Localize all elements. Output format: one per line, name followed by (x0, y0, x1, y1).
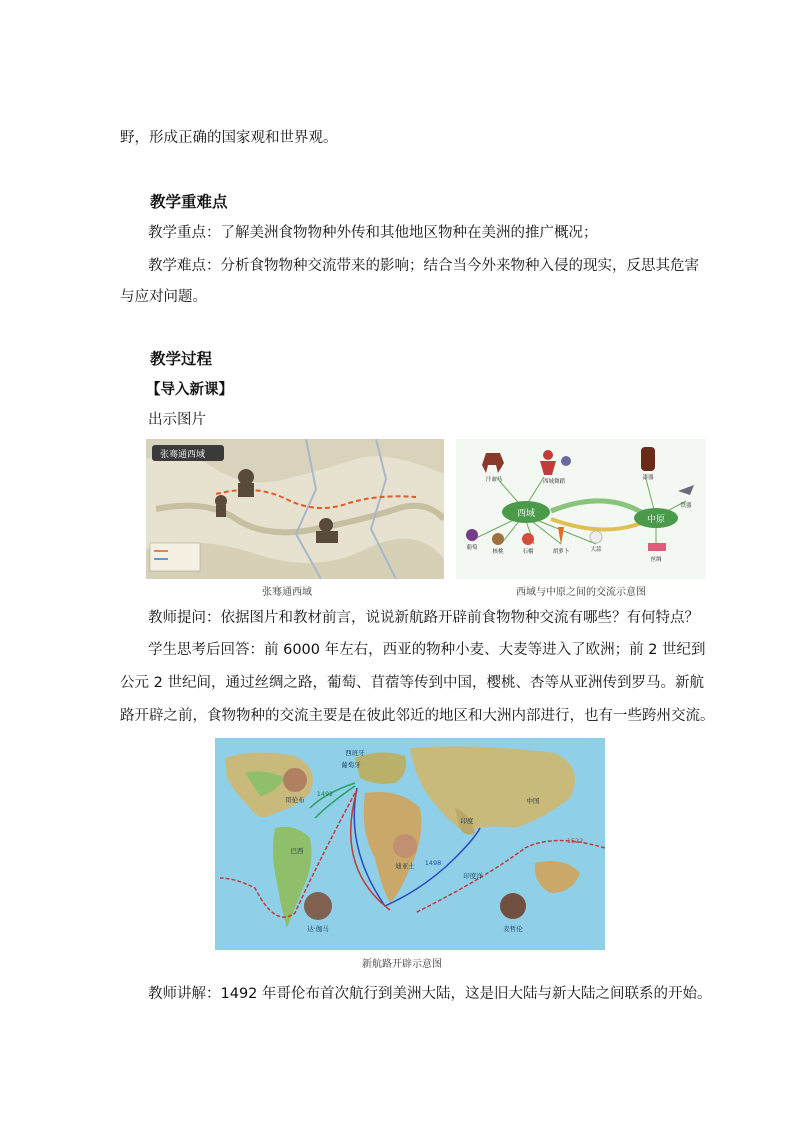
student-answer-line-2: 公元 2 世纪间，通过丝绸之路，葡萄、苜蓿等传到中国，樱桃、杏等从亚洲传到罗马。新航 (120, 675, 704, 691)
label-horse: 汗血马 (485, 477, 503, 483)
section-intro: 【导入新课】 (146, 382, 233, 398)
label-grape: 葡萄 (466, 545, 478, 551)
show-pictures-line: 出示图片 (148, 412, 206, 428)
zhangqian-map-figure (146, 439, 444, 579)
fig2-caption: 西域与中原之间的交流示意图 (516, 587, 646, 598)
label-iron: 铁器 (680, 503, 692, 509)
fig1-caption: 张骞通西域 (262, 587, 312, 598)
map-title-label: 张骞通西域 (160, 450, 206, 460)
teacher-explain: 教师讲解：1492 年哥伦布首次航行到美洲大陆，这是旧大陆与新大陆之间联系的开始。 (148, 986, 712, 1002)
person-da-gama: 达·伽马 (307, 925, 329, 933)
intro-line: 野，形成正确的国家观和世界观。 (120, 130, 338, 146)
label-garlic: 大蒜 (590, 547, 602, 553)
place-portugal: 葡萄牙 (341, 761, 361, 769)
heading-keypoints: 教学重难点 (150, 193, 228, 211)
place-spain: 西班牙 (345, 749, 365, 757)
person-dias: 迪亚士 (395, 862, 415, 870)
label-lacquer: 漆器 (642, 475, 654, 481)
label-dance: 西域舞蹈 (542, 479, 566, 485)
node-west-label: 西域 (516, 509, 536, 519)
student-answer-line-3: 路开辟之前，食物物种的交流主要是在彼此邻近的地区和大洲内部进行，也有一些跨州交流。 (120, 708, 715, 724)
sea-routes-map-figure (215, 738, 605, 950)
year-1498: 1498 (424, 859, 442, 867)
difficulty-line-2: 与应对问题。 (120, 289, 207, 305)
person-magellan: 麦哲伦 (503, 925, 523, 933)
label-walnut: 核桃 (492, 549, 504, 555)
heading-process: 教学过程 (150, 350, 213, 368)
place-india: 印度 (460, 817, 474, 825)
key-point-line: 教学重点：了解美洲食物物种外传和其他地区物种在美洲的推广概况； (148, 225, 598, 241)
label-carrot: 胡萝卜 (552, 549, 570, 555)
node-center-label: 中原 (646, 515, 666, 525)
difficulty-line-1: 教学难点：分析食物物种交流带来的影响；结合当今外来物种入侵的现实，反思其危害 (148, 258, 699, 274)
teacher-question: 教师提问：依据图片和教材前言，说说新航路开辟前食物物种交流有哪些？有何特点？ (148, 610, 699, 626)
person-columbus: 哥伦布 (285, 796, 305, 804)
year-1492: 1492 (316, 790, 334, 798)
year-1522: 1522 (566, 837, 584, 845)
place-indian-ocean: 印度洋 (463, 872, 483, 880)
exchange-diagram-figure (456, 439, 706, 579)
student-answer-line-1: 学生思考后回答：前 6000 年左右，西亚的物种小麦、大麦等进入了欧洲；前 2 世纪到 (148, 642, 706, 658)
place-china: 中国 (526, 797, 540, 805)
label-pomegranate: 石榴 (522, 549, 534, 555)
fig3-caption: 新航路开辟示意图 (362, 959, 442, 970)
place-brazil: 巴西 (290, 847, 304, 855)
label-silk: 丝绸 (650, 557, 662, 563)
